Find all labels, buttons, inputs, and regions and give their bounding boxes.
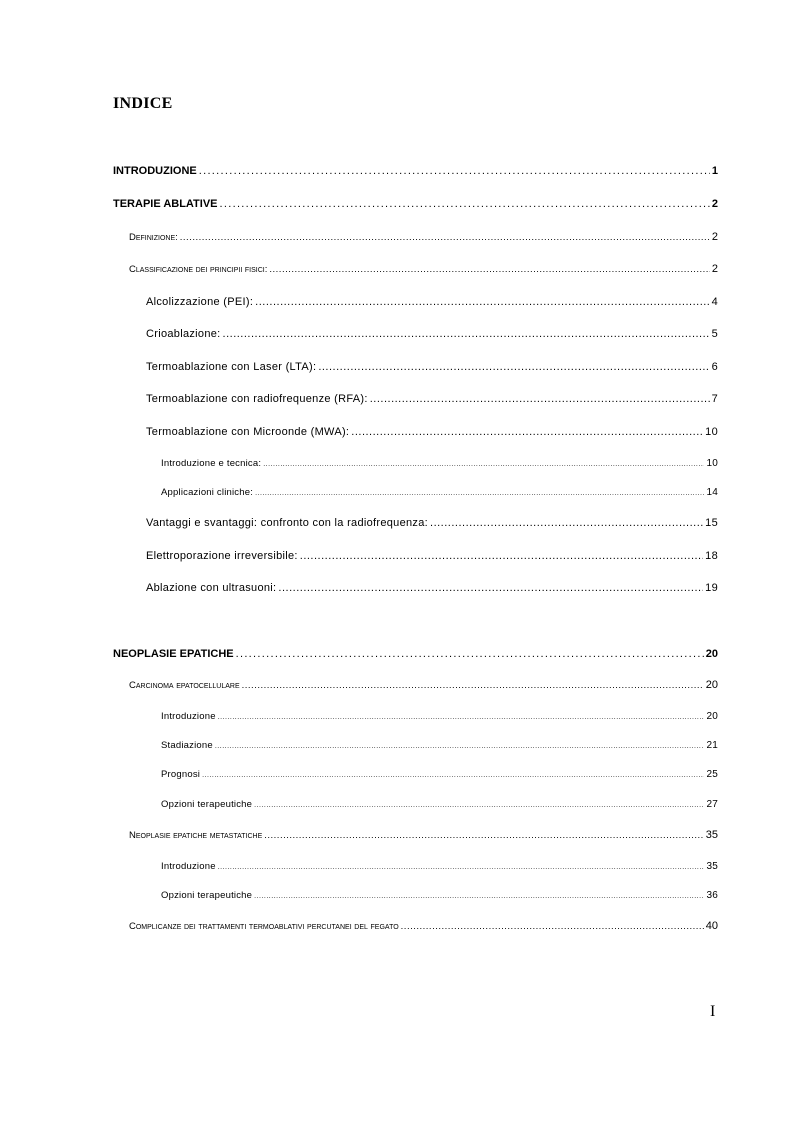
toc-entry-label: Alcolizzazione (PEI):: [146, 296, 254, 308]
toc-entry-label: Opzioni terapeutiche: [161, 799, 253, 810]
toc-entry-page: 6: [711, 361, 718, 373]
toc-leader: [269, 264, 709, 275]
toc-entry-label: Classificazione dei principii fisici:: [129, 264, 268, 275]
toc-leader: [199, 165, 710, 177]
toc-leader: [430, 517, 703, 529]
toc-entry-label: Vantaggi e svantaggi: confronto con la radiofrequenza:: [146, 517, 429, 529]
toc-leader: [215, 743, 705, 750]
toc-entry[interactable]: [161, 740, 718, 751]
toc-entry-page: 21: [706, 740, 718, 751]
toc-entry-page: 20: [705, 679, 718, 691]
toc-entry-page: 25: [706, 769, 718, 780]
toc-entry-label: NEOPLASIE EPATICHE: [113, 648, 234, 660]
toc-entry-page: 20: [706, 711, 718, 722]
toc-entry-page: 18: [705, 550, 718, 562]
toc-entry[interactable]: [161, 799, 718, 810]
toc-entry[interactable]: [146, 393, 718, 405]
page-number: I: [710, 1003, 716, 1020]
toc-leader: [254, 802, 704, 809]
toc-leader: [254, 893, 704, 900]
toc-entry[interactable]: [146, 517, 718, 529]
toc-leader: [300, 550, 703, 562]
toc-leader: [218, 714, 705, 721]
toc-entry[interactable]: [129, 829, 718, 841]
toc-leader: [202, 772, 704, 779]
toc-entry-label: Elettroporazione irreversibile:: [146, 550, 298, 562]
toc-entry-label: Introduzione: [161, 861, 216, 872]
toc-entry[interactable]: [113, 198, 718, 210]
toc-entry-label: TERAPIE ABLATIVE: [113, 198, 218, 210]
toc-entry-label: Carcinoma epatocellulare: [129, 680, 240, 691]
toc-entry-page: 19: [705, 582, 718, 594]
toc-entry-label: Termoablazione con Laser (LTA):: [146, 361, 317, 373]
toc-entry-page: 36: [706, 890, 718, 901]
toc-entry-page: 1: [711, 165, 718, 177]
toc-entry-page: 10: [706, 458, 718, 469]
toc-entry-label: Neoplasie epatiche metastatiche: [129, 830, 263, 841]
toc-entry-page: 2: [711, 263, 718, 275]
toc-entry-page: 20: [705, 648, 718, 660]
toc-entry-label: Definizione:: [129, 232, 178, 243]
toc-entry[interactable]: [129, 263, 718, 275]
toc-entry-label: Introduzione: [161, 711, 216, 722]
toc-entry[interactable]: [161, 711, 718, 722]
toc-leader: [318, 361, 709, 373]
toc-leader: [278, 582, 703, 594]
toc-entry-page: 5: [711, 328, 718, 340]
toc-entry[interactable]: [113, 648, 718, 660]
toc-leader: [223, 328, 710, 340]
toc-entry-label: INTRODUZIONE: [113, 165, 197, 177]
toc-entry-label: Stadiazione: [161, 740, 213, 751]
toc-entry[interactable]: [161, 890, 718, 901]
toc-entry-label: Termoablazione con radiofrequenze (RFA):: [146, 393, 368, 405]
toc-entry-page: 14: [706, 487, 718, 498]
toc-leader: [218, 864, 705, 871]
toc-leader: [351, 426, 703, 438]
toc-entry-label: Prognosi: [161, 769, 201, 780]
toc-entry-page: 2: [711, 198, 718, 210]
toc-entry[interactable]: [146, 426, 718, 438]
toc-leader: [220, 198, 710, 210]
toc-entry[interactable]: [161, 769, 718, 780]
toc-entry-label: Ablazione con ultrasuoni:: [146, 582, 277, 594]
toc-entry[interactable]: [161, 487, 718, 498]
toc-entry[interactable]: [129, 679, 718, 691]
toc-entry[interactable]: [161, 861, 718, 872]
toc-entry-page: 15: [705, 517, 718, 529]
toc-leader: [370, 393, 710, 405]
toc-entry[interactable]: [146, 582, 718, 594]
toc-leader: [401, 921, 704, 932]
toc-entry-label: Applicazioni cliniche:: [161, 487, 254, 498]
toc-entry-page: 27: [706, 799, 718, 810]
toc-leader: [180, 232, 710, 243]
toc-entry-label: Termoablazione con Microonde (MWA):: [146, 426, 350, 438]
toc-entry-label: Opzioni terapeutiche: [161, 890, 253, 901]
toc-entry[interactable]: [146, 296, 718, 308]
toc-entry-label: Complicanze dei trattamenti termoablativi percutanei del fegato: [129, 921, 399, 932]
toc-entry-label: Introduzione e tecnica:: [161, 458, 262, 469]
toc-entry-page: 4: [711, 296, 718, 308]
toc-entry-page: 35: [705, 829, 718, 841]
toc-leader: [264, 830, 704, 841]
toc-entry-page: 10: [705, 426, 718, 438]
toc-entry-page: 2: [711, 231, 718, 243]
toc-entry-page: 40: [705, 920, 718, 932]
toc-entry[interactable]: [146, 328, 718, 340]
toc-leader: [263, 461, 704, 468]
toc-entry-label: Crioablazione:: [146, 328, 221, 340]
toc-entry[interactable]: [129, 231, 718, 243]
toc-leader: [242, 680, 704, 691]
toc-entry[interactable]: [129, 920, 718, 932]
toc-entry[interactable]: [146, 550, 718, 562]
toc-leader: [255, 296, 709, 308]
toc-entry[interactable]: [146, 361, 718, 373]
toc-entry[interactable]: [161, 458, 718, 469]
toc-entry[interactable]: [113, 165, 718, 177]
toc-entry-page: 35: [706, 861, 718, 872]
toc-leader: [236, 648, 704, 660]
toc-entry-page: 7: [711, 393, 718, 405]
toc-leader: [255, 490, 704, 497]
page-title: INDICE: [113, 95, 173, 112]
